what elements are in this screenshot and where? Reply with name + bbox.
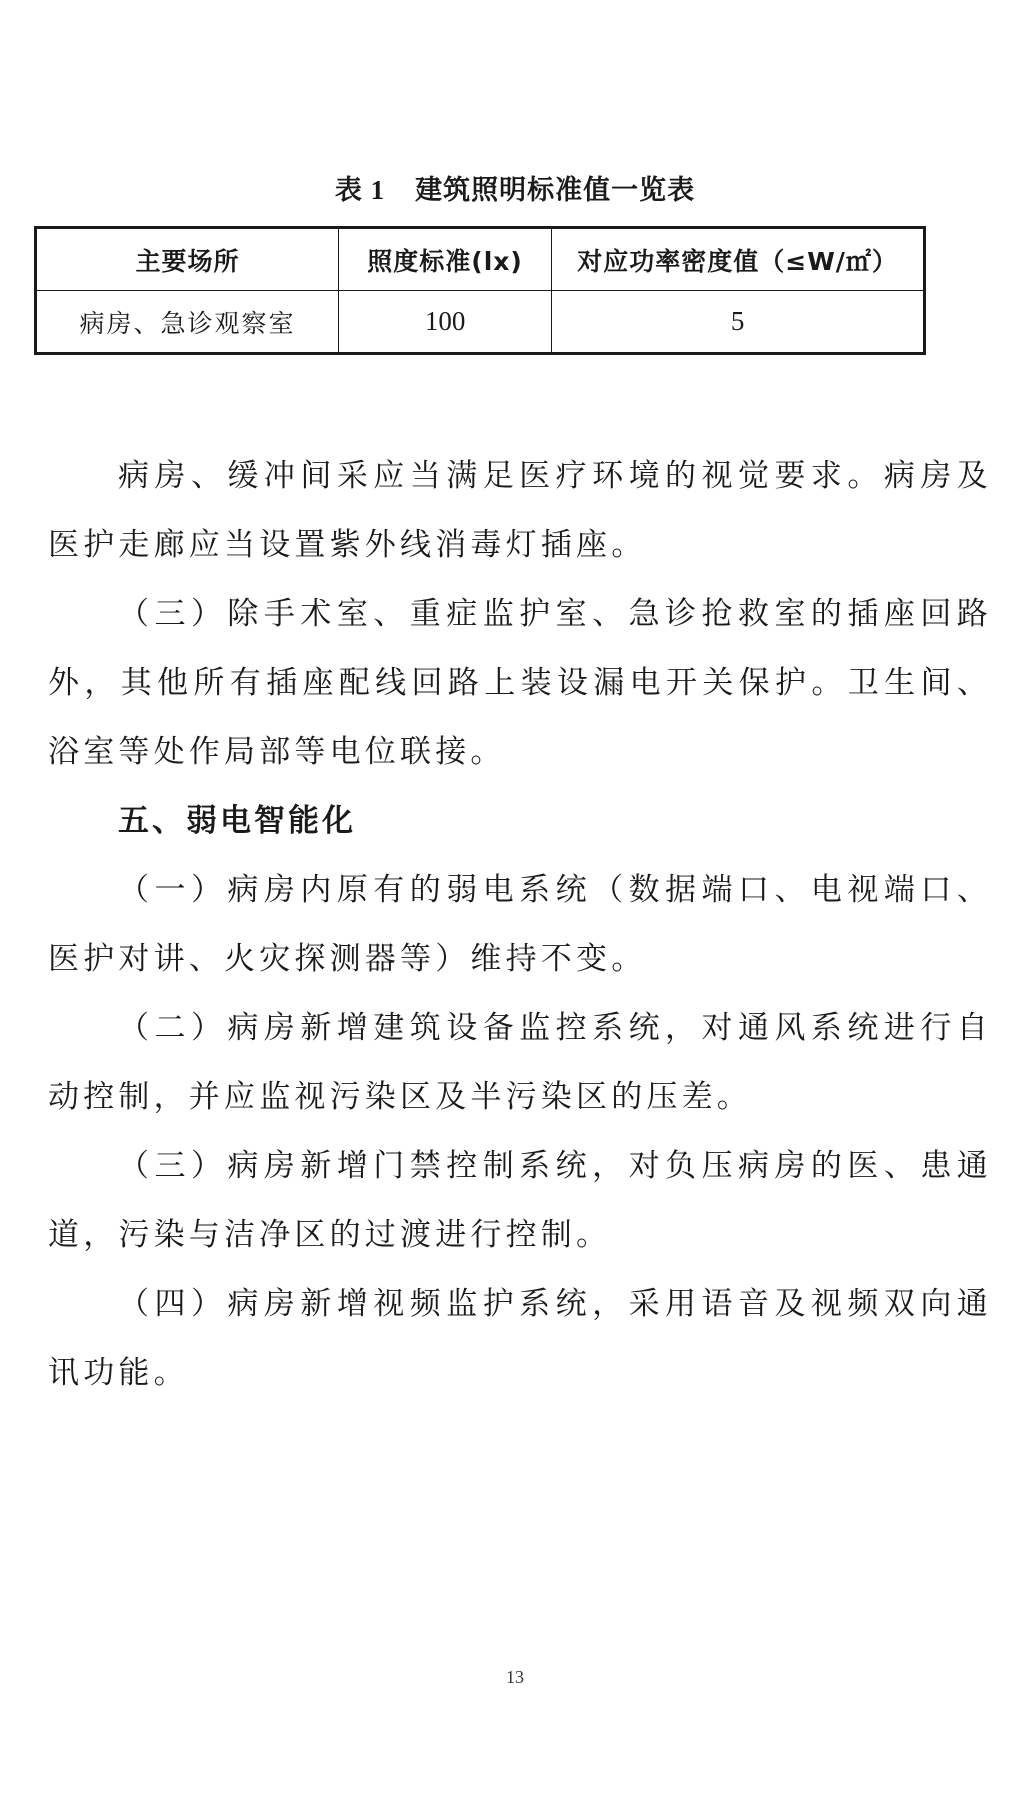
paragraph: （二）病房新增建筑设备监控系统，对通风系统进行自动控制，并应监视污染区及半污染区的压差。: [48, 1010, 992, 1115]
table-cell: 病房、急诊观察室: [36, 291, 339, 354]
table-caption-title: 建筑照明标准值一览表: [415, 175, 696, 206]
table-cell: 5: [552, 291, 925, 354]
paragraph: （三）病房新增门禁控制系统，对负压病房的医、患通道，污染与洁净区的过渡进行控制。: [48, 1148, 992, 1253]
table-header-cell: 主要场所: [36, 228, 339, 291]
section-heading: 五、弱电智能化: [118, 803, 356, 839]
table-header-row: [36, 228, 925, 291]
paragraph: （一）病房内原有的弱电系统（数据端口、电视端口、医护对讲、火灾探测器等）维持不变。: [48, 872, 992, 977]
body-text: [48, 442, 992, 1408]
table-caption-number: 表 1: [334, 175, 386, 205]
table-cell: 100: [338, 291, 551, 354]
paragraph: （三）除手术室、重症监护室、急诊抢救室的插座回路外，其他所有插座配线回路上装设漏电开关保护。卫生间、浴室等处作局部等电位联接。: [48, 596, 992, 770]
table-header-cell: 照度标准(lx): [338, 228, 551, 291]
paragraph: （四）病房新增视频监护系统，采用语音及视频双向通讯功能。: [48, 1286, 992, 1391]
table-row: [36, 291, 925, 354]
lighting-standard-table: [34, 226, 926, 355]
paragraph: 病房、缓冲间采应当满足医疗环境的视觉要求。病房及医护走廊应当设置紫外线消毒灯插座。: [48, 458, 992, 563]
table-caption: [0, 168, 1030, 207]
page-number: 13: [506, 1667, 524, 1687]
table-header-cell: 对应功率密度值（≤W/㎡）: [552, 228, 925, 291]
